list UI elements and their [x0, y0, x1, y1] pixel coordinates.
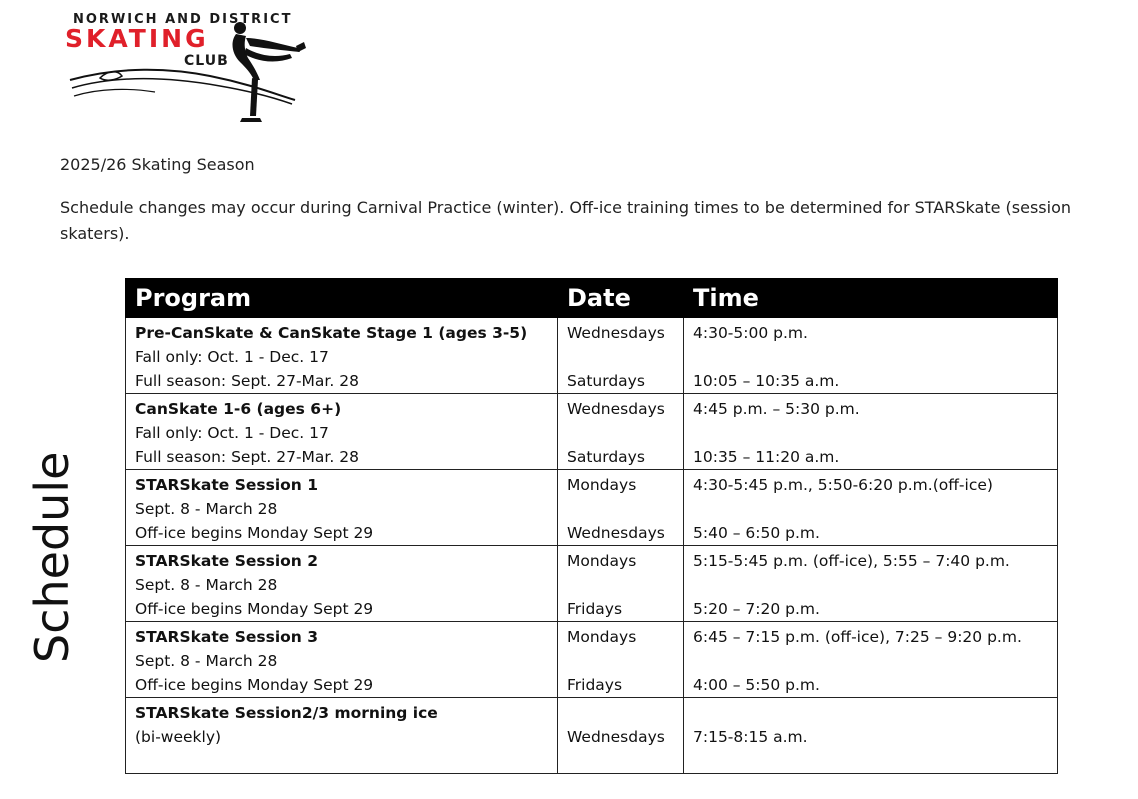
time-cell	[684, 622, 1058, 698]
table-row	[126, 318, 1058, 394]
time-value	[693, 421, 1057, 445]
time-value: 4:00 – 5:50 p.m.	[693, 676, 820, 694]
date-value	[567, 573, 683, 597]
club-logo	[60, 8, 310, 130]
date-value: Saturdays	[567, 448, 645, 466]
schedule-note: Schedule changes may occur during Carnival Practice (winter). Off-ice training times to be determined for STARSkate (session skaters).	[60, 198, 1071, 243]
date-cell	[558, 546, 684, 622]
header-time: Time	[684, 279, 1058, 318]
table-row	[126, 470, 1058, 546]
time-value: 5:20 – 7:20 p.m.	[693, 600, 820, 618]
program-name: CanSkate 1-6 (ages 6+)	[135, 400, 342, 418]
date-value: Wednesdays	[567, 324, 665, 342]
program-detail: Off-ice begins Monday Sept 29	[135, 600, 374, 618]
time-value: 10:05 – 10:35 a.m.	[693, 372, 840, 390]
time-value	[693, 497, 1057, 521]
program-name: Pre-CanSkate & CanSkate Stage 1 (ages 3-5)	[135, 324, 528, 342]
logo-text-top: NORWICH AND DISTRICT	[73, 12, 293, 27]
program-name: STARSkate Session 3	[135, 628, 319, 646]
program-detail: Full season: Sept. 27-Mar. 28	[135, 372, 359, 390]
time-value: 4:30-5:45 p.m., 5:50-6:20 p.m.(off-ice)	[693, 476, 993, 494]
program-name: STARSkate Session 2	[135, 552, 319, 570]
date-value	[567, 497, 683, 521]
program-detail: Sept. 8 - March 28	[135, 500, 278, 518]
program-cell	[126, 394, 558, 470]
time-value	[693, 345, 1057, 369]
date-value	[567, 345, 683, 369]
program-cell	[126, 698, 558, 774]
date-value: Wednesdays	[567, 728, 665, 746]
time-cell	[684, 698, 1058, 774]
header-date: Date	[558, 279, 684, 318]
date-cell	[558, 318, 684, 394]
program-name: STARSkate Session 1	[135, 476, 319, 494]
program-detail	[135, 749, 557, 773]
program-detail: Sept. 8 - March 28	[135, 652, 278, 670]
time-value: 6:45 – 7:15 p.m. (off-ice), 7:25 – 9:20 p.m.	[693, 628, 1022, 646]
logo-text-main: SKATING	[65, 24, 209, 53]
time-value: 4:45 p.m. – 5:30 p.m.	[693, 400, 860, 418]
time-value: 5:15-5:45 p.m. (off-ice), 5:55 – 7:40 p.m.	[693, 552, 1010, 570]
program-cell	[126, 318, 558, 394]
logo-text-club: CLUB	[184, 53, 229, 69]
time-value: 7:15-8:15 a.m.	[693, 728, 808, 746]
date-value: Fridays	[567, 600, 623, 618]
program-cell	[126, 622, 558, 698]
date-value	[567, 701, 683, 725]
program-detail: Fall only: Oct. 1 - Dec. 17	[135, 424, 329, 442]
date-value: Fridays	[567, 676, 623, 694]
time-value	[693, 573, 1057, 597]
time-value	[693, 701, 1057, 725]
time-value: 5:40 – 6:50 p.m.	[693, 524, 820, 542]
date-value: Mondays	[567, 628, 637, 646]
date-value: Wednesdays	[567, 524, 665, 542]
time-value	[693, 649, 1057, 673]
program-detail: Off-ice begins Monday Sept 29	[135, 676, 374, 694]
date-cell	[558, 622, 684, 698]
program-detail: Fall only: Oct. 1 - Dec. 17	[135, 348, 329, 366]
time-cell	[684, 394, 1058, 470]
table-row	[126, 394, 1058, 470]
program-detail: Off-ice begins Monday Sept 29	[135, 524, 374, 542]
date-value	[567, 649, 683, 673]
time-value: 10:35 – 11:20 a.m.	[693, 448, 840, 466]
date-value	[567, 749, 683, 773]
program-detail: Sept. 8 - March 28	[135, 576, 278, 594]
time-value	[693, 749, 1057, 773]
table-row	[126, 622, 1058, 698]
date-value: Mondays	[567, 552, 637, 570]
time-cell	[684, 318, 1058, 394]
date-value: Mondays	[567, 476, 637, 494]
date-value	[567, 421, 683, 445]
header-program: Program	[126, 279, 558, 318]
program-detail: (bi-weekly)	[135, 728, 222, 746]
time-cell	[684, 470, 1058, 546]
program-cell	[126, 470, 558, 546]
date-value: Wednesdays	[567, 400, 665, 418]
schedule-table	[125, 278, 1058, 774]
date-cell	[558, 394, 684, 470]
date-value: Saturdays	[567, 372, 645, 390]
schedule-side-title: Schedule	[25, 451, 79, 663]
table-header-row	[126, 279, 1058, 318]
time-value: 4:30-5:00 p.m.	[693, 324, 808, 342]
table-row	[126, 698, 1058, 774]
program-detail: Full season: Sept. 27-Mar. 28	[135, 448, 359, 466]
table-row	[126, 546, 1058, 622]
season-heading: 2025/26 Skating Season	[60, 155, 255, 174]
date-cell	[558, 698, 684, 774]
date-cell	[558, 470, 684, 546]
time-cell	[684, 546, 1058, 622]
program-cell	[126, 546, 558, 622]
program-name: STARSkate Session2/3 morning ice	[135, 704, 438, 722]
